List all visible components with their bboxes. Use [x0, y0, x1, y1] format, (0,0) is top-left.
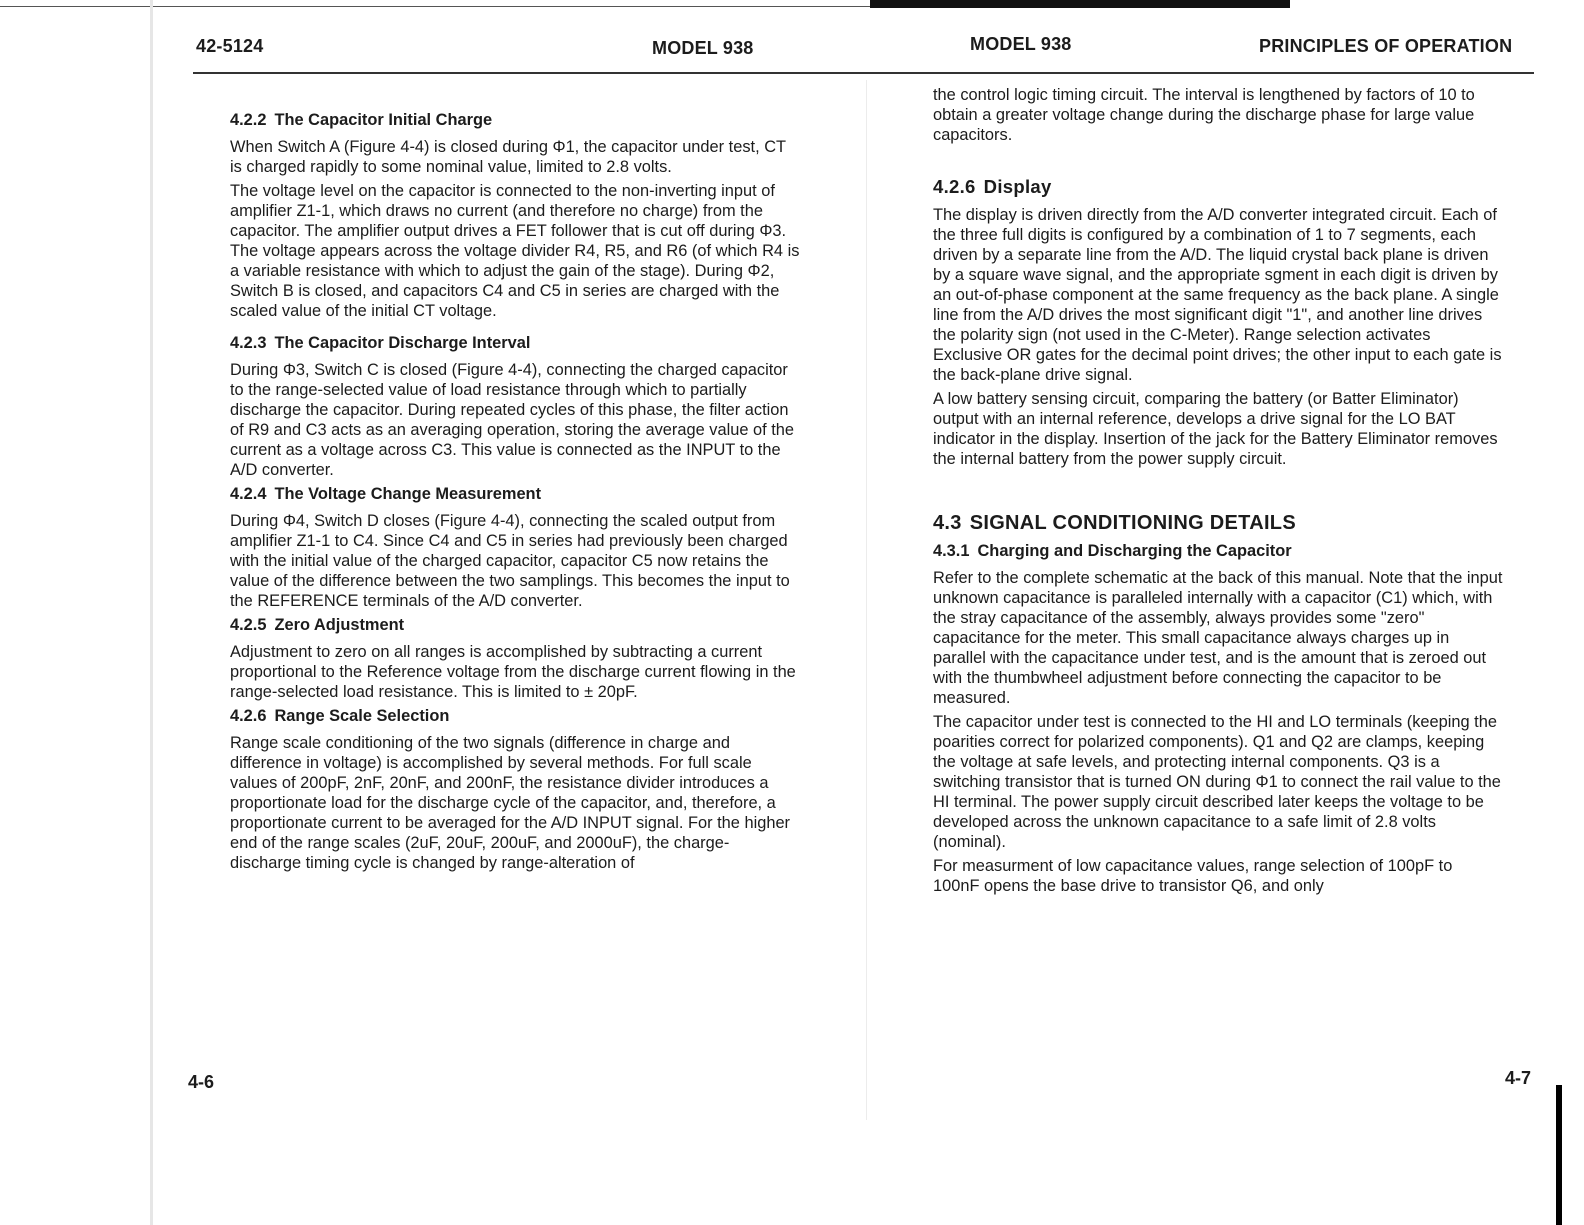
paragraph: The voltage level on the capacitor is connected to the non-inverting input of amplifier Z1-1, which draws no current (and therefore no charge) from the capacitor. The amplifier output drives a FET follower that is cut off during Φ3. The voltage appears across the voltage divider R4, R5, and R6 (of which R4 is a variable resistance with which to adjust the gain of the stage). During Φ2, Switch B is closed, and capacitors C4 and C5 in series are charged with the scaled value of the initial CT voltage. [230, 182, 800, 320]
paragraph: Range scale conditioning of the two signals (difference in charge and difference in voltage) is accomplished by several methods. For full scale values of 200pF, 2nF, 20nF, and 200nF, the resistance divider introduces a proportionate load for the discharge cycle of the capacitor, and, therefore, a proportionate current to be averaged for the A/D INPUT signal. For the higher end of the range scales (2uF, 20uF, 200uF, and 2000uF), the charge-discharge timing cycle is changed by range-alteration of [230, 734, 791, 872]
major-section-heading: 4.3 SIGNAL CONDITIONING DETAILS [933, 512, 1296, 534]
right-header-rule [870, 72, 1534, 74]
left-page-number: 4-6 [188, 1072, 215, 1092]
section-heading: 4.2.5 Zero Adjustment [230, 616, 405, 634]
paragraph: For measurment of low capacitance values, range selection of 100pF to 100nF opens the base drive to transistor Q6, and only [933, 857, 1453, 895]
left-header-model: MODEL 938 [652, 38, 754, 58]
section-heading: 4.3.1 Charging and Discharging the Capacitor [933, 542, 1292, 560]
doc-number: 42-5124 [196, 36, 264, 56]
section-heading: 4.2.2 The Capacitor Initial Charge [230, 111, 493, 129]
section-heading: 4.2.4 The Voltage Change Measurement [230, 485, 542, 503]
section-heading: 4.2.6 Display [933, 176, 1052, 197]
right-header-model: MODEL 938 [970, 34, 1072, 54]
section-heading: 4.2.3 The Capacitor Discharge Interval [230, 334, 531, 352]
section-heading: 4.2.6 Range Scale Selection [230, 707, 450, 725]
right-header-chapter: PRINCIPLES OF OPERATION [1259, 36, 1513, 56]
paragraph: Refer to the complete schematic at the back of this manual. Note that the input unknown capacitance is paralleled internally with a capacitor (C1) which, with the stray capacitance of the assembly, always provides some "zero" capacitance for the meter. This small capacitance always charges up in parallel with the capacitance under test, and is the amount that is zeroed out with the thumbwheel adjustment before connecting the capacitor to be measured. [933, 569, 1503, 707]
left-header-rule [193, 72, 870, 74]
paragraph: When Switch A (Figure 4-4) is closed during Φ1, the capacitor under test, CT is charged rapidly to some nominal value, limited to 2.8 volts. [230, 138, 786, 176]
right-body [933, 85, 1503, 900]
right-page-number: 4-7 [1505, 1068, 1532, 1088]
paragraph: The capacitor under test is connected to the HI and LO terminals (keeping the poarities correct for polarized components). Q1 and Q2 are clamps, keeping the voltage at safe levels, and protecting internal components. Q3 is a switching transistor that is turned ON during Φ1 to connect the rail value to the HI terminal. The power supply circuit described later keeps the voltage to be developed across the unknown capacitance to a safe limit of 2.8 volts (nominal). [933, 713, 1501, 851]
paragraph: A low battery sensing circuit, comparing the battery (or Batter Eliminator) output with an internal reference, develops a drive signal for the LO BAT indicator in the display. Insertion of the jack for the Battery Eliminator removes the internal battery from the power supply circuit. [933, 390, 1498, 468]
paragraph: Adjustment to zero on all ranges is accomplished by subtracting a current proportional to the Reference voltage from the discharge current flowing in the range-selected load resistance. This is limited to ± 20pF. [230, 643, 796, 701]
paragraph: During Φ4, Switch D closes (Figure 4-4), connecting the scaled output from amplifier Z1-1 to C4. Since C4 and C5 in series had previously been charged with the initial value of the charged capacitor, capacitor C5 now retains the value of the difference between the two samplings. This becomes the input to the REFERENCE terminals of the A/D converter. [230, 512, 790, 610]
paragraph: During Φ3, Switch C is closed (Figure 4-4), connecting the charged capacitor to the range-selected value of load resistance through which to partially discharge the capacitor. During repeated cycles of this phase, the filter action of R9 and C3 acts as an averaging operation, storing the average value of the current as a voltage across C3. This value is connected as the INPUT to the A/D converter. [230, 361, 795, 479]
paragraph: the control logic timing circuit. The interval is lengthened by factors of 10 to obtain a greater voltage change during the discharge phase for large value capacitors. [933, 86, 1475, 144]
left-body [230, 110, 800, 877]
paragraph: The display is driven directly from the A/D converter integrated circuit. Each of the three full digits is configured by a combination of 1 to 7 segments, each driven by a separate line from the A/D. The liquid crystal back plane is driven by a square wave signal, and the appropriate sgment in each digit is driven by an out-of-phase component at the same frequency as the back plane. A single line from the A/D drives the most significant digit "1", and another line drives the polarity sign (not used in the C-Meter). Range selection activates Exclusive OR gates for the decimal point drives; the other input to each gate is the back-plane drive signal. [933, 206, 1502, 384]
